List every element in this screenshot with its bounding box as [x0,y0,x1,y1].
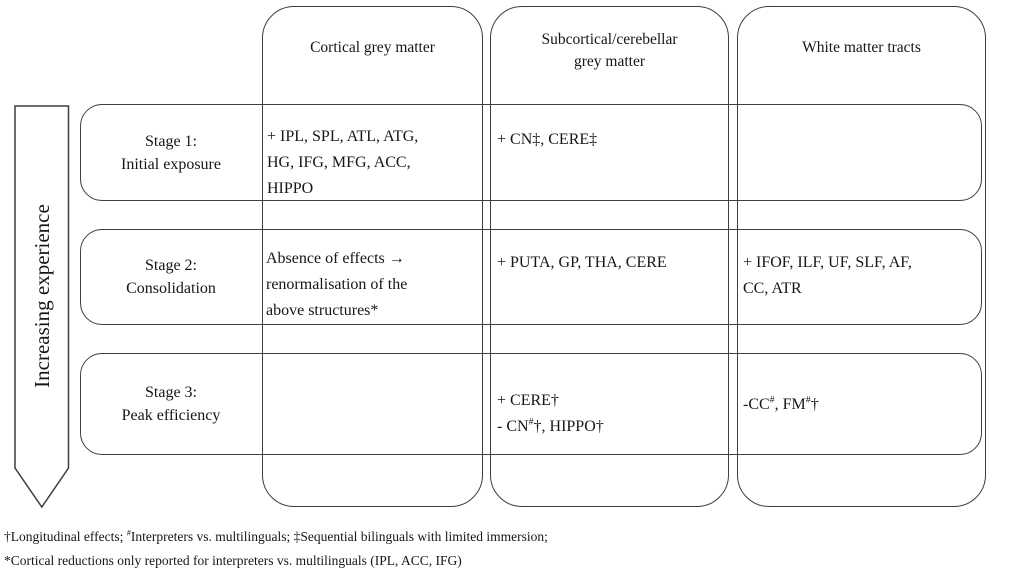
arrow-label: Increasing experience [30,204,54,388]
column-header-white-matter: White matter tracts [802,39,921,56]
cell-stage3-subcortical: + CERE† - CN#†, HIPPO† [497,392,604,435]
column-header-subcortical: Subcortical/cerebellar grey matter [541,31,678,70]
stage-3-title: Stage 3: [145,384,197,401]
stage-2-title: Stage 2: [145,257,197,274]
footnote-cortical-reductions: *Cortical reductions only reported for interpreters vs. multilinguals (IPL, ACC, IFG) [4,553,462,568]
stage-2-label [81,229,261,325]
footnote-symbols: †Longitudinal effects; #Interpreters vs. multilinguals; ‡Sequential bilinguals with limited immersion; [4,528,548,544]
cell-stage2-subcortical: + PUTA, GP, THA, CERE [497,254,667,271]
cell-stage1-cortical: + IPL, SPL, ATL, ATG, HG, IFG, MFG, ACC, HIPPO [267,128,419,197]
cell-stage1-subcortical: + CN‡, CERE‡ [497,131,598,148]
column-header-cortical: Cortical grey matter [310,39,435,56]
stage-3-label [81,353,261,455]
stage-3-subtitle: Peak efficiency [121,407,221,424]
stage-1-subtitle: Initial exposure [121,155,221,173]
cell-stage3-white-matter: -CC#, FM#† [743,394,819,413]
stage-1-label [81,104,261,201]
cell-stage2-cortical: Absence of effects → renormalisation of the above structures* [266,250,408,319]
cell-stage2-white-matter: + IFOF, ILF, UF, SLF, AF, CC, ATR [743,254,912,297]
stage-2-subtitle: Consolidation [126,280,216,297]
stage-1-title: Stage 1: [145,132,197,150]
